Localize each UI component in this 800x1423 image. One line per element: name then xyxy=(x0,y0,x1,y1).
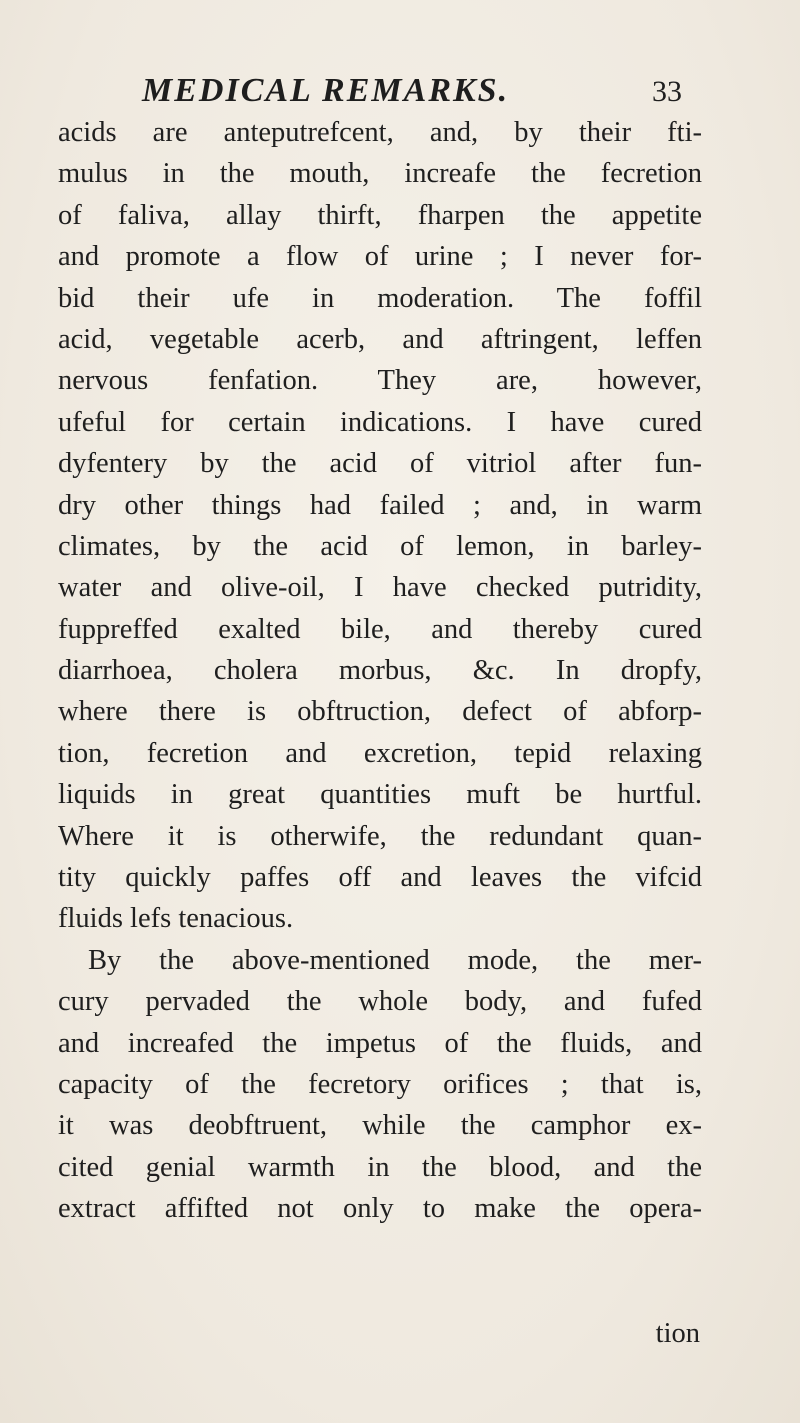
text-line: dyfentery by the acid of vitriol after fun- xyxy=(58,448,702,480)
text-line: of faliva, allay thirft, fharpen the appetite xyxy=(58,199,702,231)
running-head: MEDICAL REMARKS. xyxy=(142,72,510,109)
text-line: and increafed the impetus of the fluids, and xyxy=(58,1027,702,1059)
text-line: and promote a flow of urine ; I never for- xyxy=(58,241,702,273)
text-line: dry other things had failed ; and, in warm xyxy=(58,489,702,521)
text-line: nervous fenfation. They are, however, xyxy=(58,365,702,397)
text-line: cited genial warmth in the blood, and the xyxy=(58,1151,702,1183)
text-line: diarrhoea, cholera morbus, &c. In dropfy, xyxy=(58,655,702,687)
page-number: 33 xyxy=(652,75,682,108)
text-line: fluids lefs tenacious. xyxy=(58,903,294,935)
text-line: By the above-mentioned mode, the mer- xyxy=(88,944,702,976)
text-line: it was deobftruent, while the camphor ex- xyxy=(58,1110,702,1142)
text-line: water and olive-oil, I have checked putridity, xyxy=(58,572,702,604)
text-line: bid their ufe in moderation. The foffil xyxy=(58,282,702,314)
text-line: acids are anteputrefcent, and, by their fti- xyxy=(58,117,702,148)
text-line: tion, fecretion and excretion, tepid relaxing xyxy=(58,737,702,769)
text-line: capacity of the fecretory orifices ; that is, xyxy=(58,1068,702,1100)
text-line: climates, by the acid of lemon, in barley- xyxy=(58,530,702,562)
page-header xyxy=(142,72,682,110)
text-line: Where it is otherwife, the redundant quan- xyxy=(58,820,702,852)
text-line: acid, vegetable acerb, and aftringent, leffen xyxy=(58,323,702,355)
text-line: mulus in the mouth, increafe the fecretion xyxy=(58,158,702,190)
text-line: extract affifted not only to make the opera- xyxy=(58,1193,702,1225)
text-line: where there is obftruction, defect of abforp- xyxy=(58,696,702,728)
text-line: liquids in great quantities muft be hurtful. xyxy=(58,779,702,811)
text-line: fuppreffed exalted bile, and thereby cured xyxy=(58,613,702,645)
catchword: tion xyxy=(655,1318,700,1349)
text-line: tity quickly paffes off and leaves the vifcid xyxy=(58,862,702,894)
text-line: ufeful for certain indications. I have cured xyxy=(58,406,702,438)
body-text xyxy=(58,112,702,1230)
text-line: cury pervaded the whole body, and fufed xyxy=(58,986,702,1018)
